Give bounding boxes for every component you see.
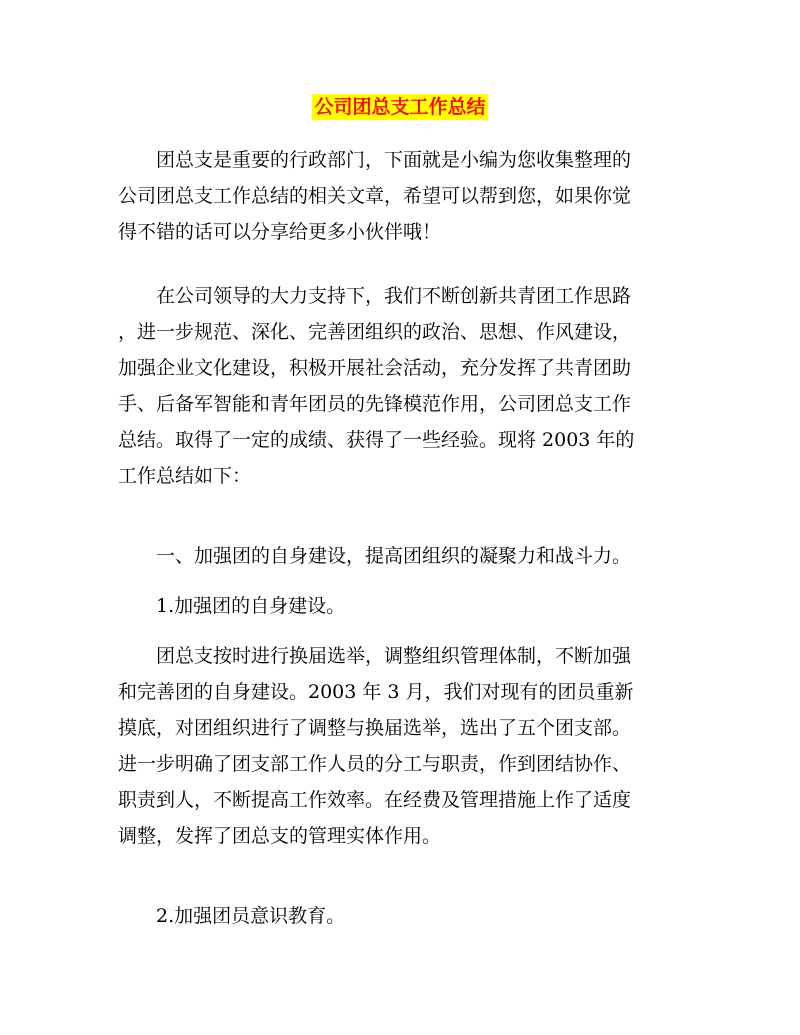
heading-line: 1.加强团的自身建设。 [118, 595, 346, 617]
subheading-2 [118, 898, 688, 934]
section-heading-1 [118, 538, 688, 574]
paragraph-body-2 [118, 638, 688, 854]
text-line: ，进一步规范、深化、完善团组织的政治、思想、作风建设， [118, 321, 632, 343]
text-line: 手、后备军智能和青年团员的先锋模范作用，公司团总支工作 [118, 393, 632, 415]
document-title: 公司团总支工作总结 [314, 96, 486, 118]
text-line: 进一步明确了团支部工作人员的分工与职责，作到团结协作、 [118, 753, 632, 775]
text-line: 在公司领导的大力支持下，我们不断创新共青团工作思路 [118, 285, 632, 307]
paragraph-intro [118, 142, 688, 250]
text-line: 得不错的话可以分享给更多小伙伴哦！ [118, 221, 442, 243]
text-line: 团总支按时进行换届选举，调整组织管理体制，不断加强 [118, 645, 632, 667]
text-line: 总结。取得了一定的成绩、获得了一些经验。现将 2003 年的 [118, 429, 635, 451]
text-line: 团总支是重要的行政部门，下面就是小编为您收集整理的 [118, 149, 632, 171]
text-line: 和完善团的自身建设。2003 年 3 月，我们对现有的团员重新 [118, 681, 634, 703]
text-line: 职责到人，不断提高工作效率。在经费及管理措施上作了适度 [118, 789, 632, 811]
heading-line: 一、加强团的自身建设，提高团组织的凝聚力和战斗力。 [118, 545, 632, 567]
text-line: 调整，发挥了团总支的管理实体作用。 [118, 825, 442, 847]
title-wrapper [0, 94, 800, 120]
text-line: 摸底，对团组织进行了调整与换届选举，选出了五个团支部。 [118, 717, 632, 739]
paragraph-body-1 [118, 278, 688, 494]
text-line: 公司团总支工作总结的相关文章，希望可以帮到您，如果你觉 [118, 185, 632, 207]
heading-line: 2.加强团员意识教育。 [118, 905, 346, 927]
text-line: 加强企业文化建设，积极开展社会活动，充分发挥了共青团助 [118, 357, 632, 379]
subheading-1 [118, 588, 688, 624]
text-line: 工作总结如下： [118, 465, 252, 487]
